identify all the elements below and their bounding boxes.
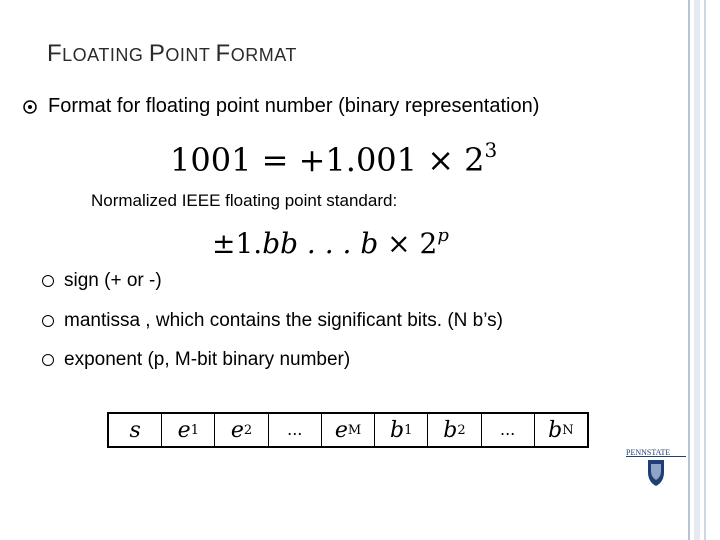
pennstate-logo-icon [624, 446, 688, 494]
sub-bullet-sign [42, 270, 162, 292]
svg-text:PENNSTATE: PENNSTATE [626, 448, 671, 457]
main-bullet-text: Format for floating point number (binary representation) [48, 95, 540, 117]
title-initial: P [148, 40, 166, 67]
equation-example-exponent: 3 [484, 138, 498, 162]
bit-symbol: e [334, 417, 348, 443]
sub-bullet-mantissa [42, 310, 503, 332]
bit-cell [109, 414, 162, 446]
bit-symbol: s [129, 417, 141, 443]
bit-cell [428, 414, 481, 446]
bit-symbol: ... [500, 420, 516, 439]
sub-bullet-text: exponent (p, M-bit binary number) [64, 349, 351, 370]
bit-subscript: 1 [190, 422, 199, 438]
sub-bullet-text: mantissa , which contains the significant bits. (N b’s) [64, 310, 503, 331]
bit-cell [322, 414, 375, 446]
slide-title [47, 40, 297, 68]
title-initial: F [47, 40, 63, 67]
frame-band [694, 0, 700, 540]
bit-symbol: b [443, 417, 458, 443]
equation-sign: ±1. [212, 227, 263, 260]
bit-cell-ellipsis [269, 414, 322, 446]
bit-symbol: b [390, 417, 405, 443]
bit-subscript: N [562, 422, 574, 438]
circle-bullet-icon [42, 354, 54, 366]
bit-cell-ellipsis [482, 414, 535, 446]
frame-line [688, 0, 690, 540]
frame-line-outer [704, 0, 706, 540]
circle-bullet-icon [42, 275, 54, 287]
bit-subscript: M [347, 422, 362, 438]
bit-cell [215, 414, 268, 446]
bit-subscript: 2 [457, 422, 466, 438]
main-bullet [22, 95, 539, 118]
sub-bullet-exponent [42, 349, 350, 371]
bit-cell [535, 414, 587, 446]
equation-times: × 2 [378, 227, 438, 260]
equation-mantissa: bb . . . b [262, 227, 379, 260]
bit-layout-table [107, 412, 589, 448]
sub-bullet-text: sign (+ or -) [64, 270, 162, 291]
bit-subscript: 1 [404, 422, 413, 438]
equation-example [170, 138, 497, 179]
bit-symbol: ... [287, 420, 303, 439]
bit-cell [162, 414, 215, 446]
bit-symbol: e [177, 417, 191, 443]
equation-exponent: p [437, 225, 449, 246]
title-part: ORMAT [230, 45, 297, 65]
bit-symbol: e [230, 417, 244, 443]
circle-bullet-icon [42, 315, 54, 327]
bit-symbol: b [548, 417, 563, 443]
bit-subscript: 2 [243, 422, 253, 438]
bit-cell [375, 414, 428, 446]
title-part: OINT [165, 45, 216, 65]
title-part: LOATING [62, 45, 149, 65]
equation-example-body: 1001 = +1.001 × 2 [170, 141, 485, 179]
title-initial: F [215, 40, 231, 67]
bullet-icon [22, 99, 38, 115]
equation-normalized [212, 225, 449, 260]
normalized-label: Normalized IEEE floating point standard: [91, 191, 398, 210]
